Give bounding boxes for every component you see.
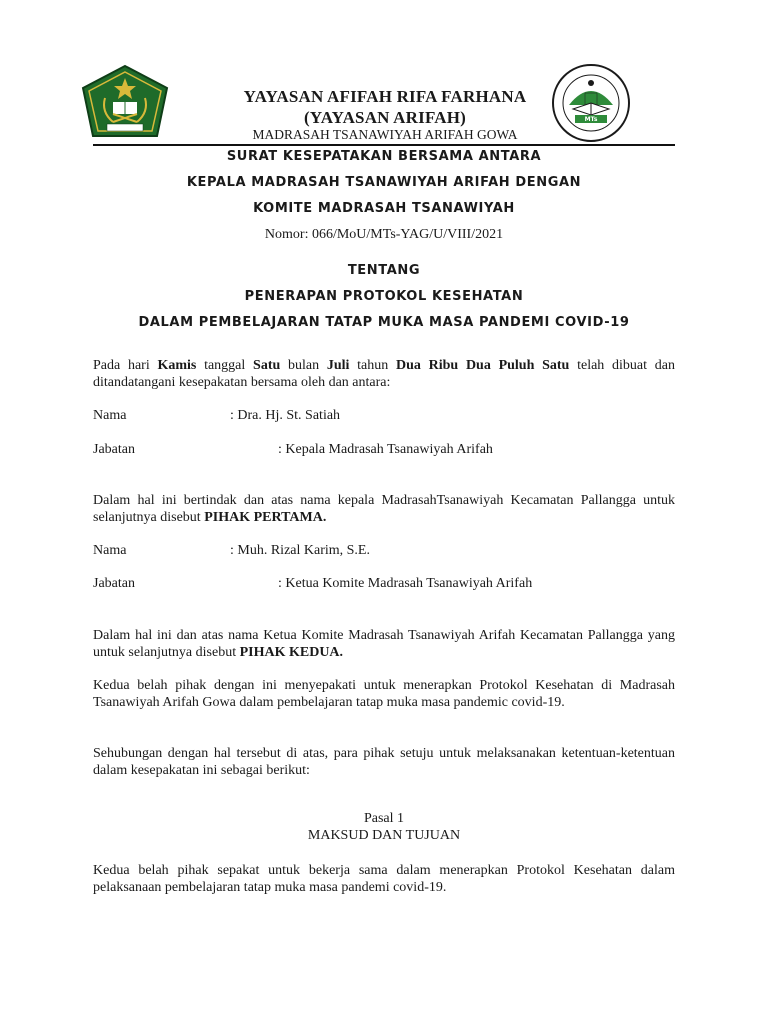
- subject-line-1: PENERAPAN PROTOKOL KESEHATAN: [244, 289, 524, 304]
- school-name: MADRASAH TSANAWIYAH ARIFAH GOWA: [252, 127, 518, 142]
- party1-description: Dalam hal ini bertindak dan atas nama kepala MadrasahTsanawiyah Kecamatan Pallangga untuk selanjutnya disebut PIHAK PERTAMA.: [93, 493, 675, 525]
- agreement-paragraph: Kedua belah pihak dengan ini menyepakati untuk menerapkan Protokol Kesehatan di Madrasah Tsanawiyah Arifah Gowa dalam pembelajaran tatap muka masa pandemic covid-19.: [93, 678, 675, 710]
- provisions-intro-paragraph: Sehubungan dengan hal tersebut di atas, para pihak setuju untuk melaksanakan ketentuan-ketentuan dalam kesepakatan ini sebagai berikut:: [93, 746, 675, 778]
- party1-position-label: Jabatan: [93, 442, 135, 457]
- party2-name-value: : Muh. Rizal Karim, S.E.: [230, 543, 370, 558]
- party1-position-value: : Kepala Madrasah Tsanawiyah Arifah: [278, 442, 493, 457]
- party2-position-value: : Ketua Komite Madrasah Tsanawiyah Arifah: [278, 576, 533, 591]
- party2-position-label: Jabatan: [93, 576, 135, 591]
- tentang-heading: TENTANG: [347, 263, 421, 278]
- date-value: Satu: [253, 358, 281, 373]
- month-value: Juli: [326, 358, 350, 373]
- party1-name-value: : Dra. Hj. St. Satiah: [230, 408, 341, 423]
- party2-name-label: Nama: [93, 543, 127, 558]
- document-number: Nomor: 066/MoU/MTs-YAG/U/VIII/2021: [264, 227, 504, 242]
- party2-designation: PIHAK KEDUA.: [239, 645, 344, 660]
- mts-arifah-logo-label: MTs ARIFAH: [578, 116, 604, 130]
- party1-designation: PIHAK PERTAMA.: [204, 510, 327, 525]
- article-number: Pasal 1: [363, 811, 405, 826]
- article-text: Kedua belah pihak sepakat untuk bekerja sama dalam menerapkan Protokol Kesehatan dalam pelaksanaan pembelajaran tatap muka masa pandemi covid-19.: [93, 863, 675, 895]
- day-name: Kamis: [157, 358, 197, 373]
- kemenag-emblem-logo: [79, 64, 171, 144]
- foundation-name: YAYASAN AFIFAH RIFA FARHANA: [243, 87, 527, 106]
- year-value: Dua Ribu Dua Puluh Satu: [396, 358, 570, 373]
- intro-paragraph: Pada hari Kamis tanggal Satu bulan Juli tahun Dua Ribu Dua Puluh Satu telah dibuat dan ditandatangani kesepakatan bersama oleh dan antara:: [93, 358, 675, 390]
- document-title-line-1: SURAT KESEPATAKAN BERSAMA ANTARA: [226, 149, 542, 164]
- subject-line-2: DALAM PEMBELAJARAN TATAP MUKA MASA PANDEMI COVID-19: [138, 315, 630, 330]
- foundation-short-name: (YAYASAN ARIFAH): [303, 108, 467, 127]
- header-divider: [93, 144, 675, 146]
- document-title-line-3: KOMITE MADRASAH TSANAWIYAH: [253, 201, 515, 216]
- document-title-line-2: KEPALA MADRASAH TSANAWIYAH ARIFAH DENGAN: [186, 175, 582, 190]
- party2-description: Dalam hal ini dan atas nama Ketua Komite Madrasah Tsanawiyah Arifah Kecamatan Pallangga yang untuk selanjutnya disebut PIHAK KEDUA.: [93, 628, 675, 660]
- article-heading: MAKSUD DAN TUJUAN: [307, 828, 461, 843]
- party1-name-label: Nama: [93, 408, 127, 423]
